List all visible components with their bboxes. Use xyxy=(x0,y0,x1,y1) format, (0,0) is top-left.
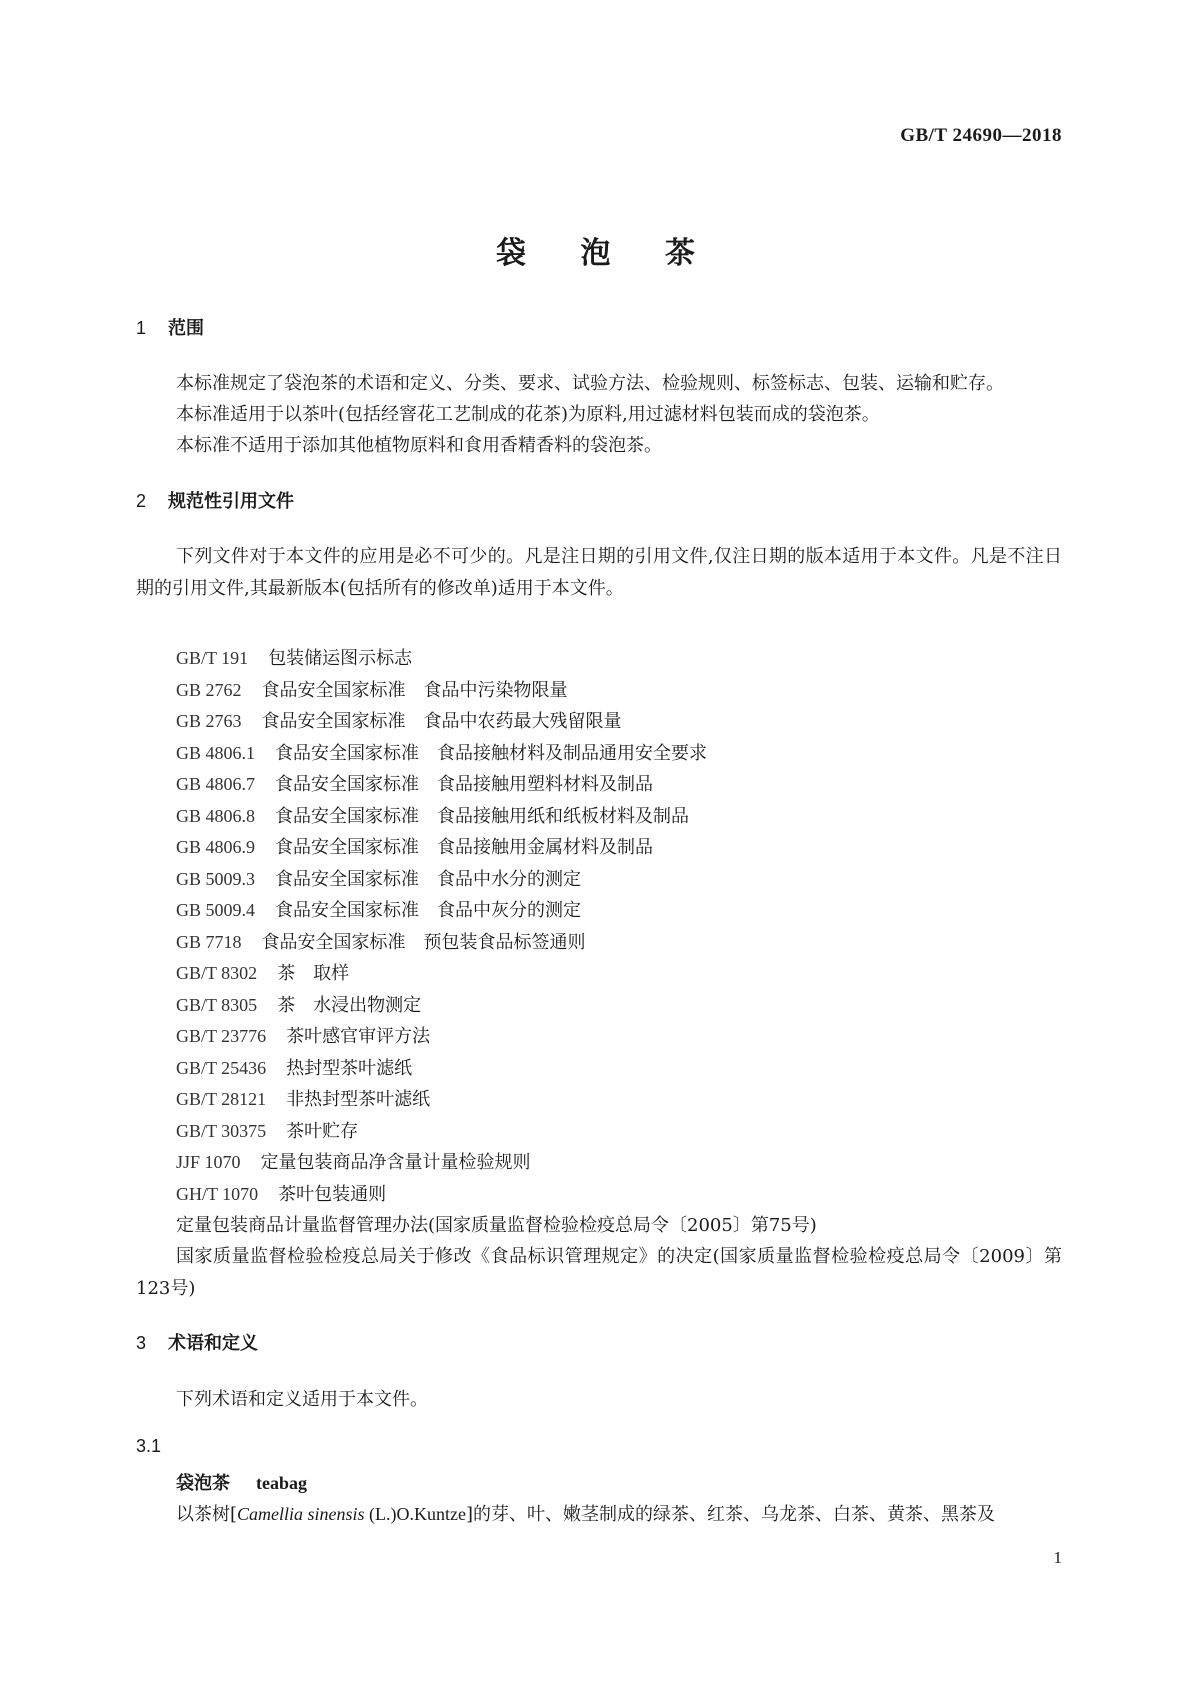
reference-title: 食品安全国家标准 预包装食品标签通则 xyxy=(261,931,586,953)
definition-suffix: ]的芽、叶、嫩茎制成的绿茶、红茶、乌龙茶、白茶、黄茶、黑茶及 xyxy=(466,1504,996,1525)
reference-code: GB 4806.8 xyxy=(176,805,256,826)
reference-item xyxy=(176,1053,707,1085)
reference-item xyxy=(176,769,707,801)
term-entry xyxy=(176,1469,307,1495)
reference-code: GB 2762 xyxy=(176,679,242,700)
section-1-heading xyxy=(136,314,204,340)
title-char-3: 茶 xyxy=(664,236,695,271)
reference-item xyxy=(176,990,707,1022)
title-char-1: 袋 xyxy=(496,236,527,271)
document-title xyxy=(0,228,1191,272)
reference-title: 热封型茶叶滤纸 xyxy=(286,1057,413,1079)
definition-prefix: 以茶树[ xyxy=(176,1504,238,1525)
definition-author: (L.)O.Kuntze xyxy=(364,1504,467,1524)
title-char-2: 泡 xyxy=(580,236,611,271)
reference-code: GB 4806.7 xyxy=(176,774,256,794)
section-2-intro: 下列文件对于本文件的应用是必不可少的。凡是注日期的引用文件,仅注日期的版本适用于本文件。凡是不注日期的引用文件,其最新版本(包括所有的修改单)适用于本文件。 xyxy=(136,546,1062,599)
reference-item xyxy=(176,801,707,833)
reference-item xyxy=(176,832,707,864)
reference-title: 食品安全国家标准 食品中农药最大残留限量 xyxy=(261,711,622,732)
reference-item xyxy=(176,895,707,927)
reference-title: 食品安全国家标准 食品中水分的测定 xyxy=(275,868,582,890)
reference-title: 茶叶贮存 xyxy=(286,1120,359,1142)
reference-title: 茶 水浸出物测定 xyxy=(277,994,422,1016)
page-number: 1 xyxy=(1053,1548,1062,1567)
section-2-number: 2 xyxy=(136,491,147,511)
reference-code: GB 4806.9 xyxy=(176,837,256,857)
reference-title: 茶叶感官审评方法 xyxy=(286,1026,431,1047)
section-3-intro: 下列术语和定义适用于本文件。 xyxy=(176,1389,428,1410)
section-1-para-2: 本标准适用于以茶叶(包括经窨花工艺制成的花茶)为原料,用过滤材料包装而成的袋泡茶。 xyxy=(176,404,880,425)
section-3-number: 3 xyxy=(136,1333,147,1353)
standard-code: GB/T 24690—2018 xyxy=(900,125,1062,146)
reference-code: GB/T 191 xyxy=(176,648,249,668)
section-1-para-3: 本标准不适用于添加其他植物原料和食用香精香料的袋泡茶。 xyxy=(176,435,662,456)
reference-code: GH/T 1070 xyxy=(176,1183,259,1204)
reference-code: GB 4806.1 xyxy=(176,742,256,763)
reference-code: GB/T 30375 xyxy=(176,1120,267,1141)
reference-item xyxy=(176,927,707,959)
reference-code: GB/T 25436 xyxy=(176,1057,267,1078)
section-3-heading xyxy=(136,1329,258,1355)
reference-title: 茶叶包装通则 xyxy=(278,1183,387,1205)
reference-item xyxy=(176,643,707,675)
reference-item xyxy=(176,864,707,896)
reference-item xyxy=(176,738,707,770)
reference-title: 定量包装商品净含量计量检验规则 xyxy=(260,1152,531,1173)
reference-item xyxy=(176,1084,707,1116)
normative-reference-list xyxy=(176,643,707,1210)
reference-code: GB 5009.3 xyxy=(176,868,256,889)
reference-code: GB 7718 xyxy=(176,931,242,952)
reference-code: GB/T 8302 xyxy=(176,963,258,983)
reference-title: 食品安全国家标准 食品接触用金属材料及制品 xyxy=(275,837,654,858)
regulation-reference-1: 定量包装商品计量监督管理办法(国家质量监督检验检疫总局令〔2005〕第75号) xyxy=(176,1215,817,1236)
reference-code: GB/T 8305 xyxy=(176,994,258,1015)
reference-code: GB/T 23776 xyxy=(176,1026,267,1046)
reference-item xyxy=(176,958,707,990)
reference-code: GB 5009.4 xyxy=(176,900,256,920)
reference-item xyxy=(176,675,707,707)
reference-title: 食品安全国家标准 食品接触用塑料材料及制品 xyxy=(275,774,654,795)
regulation-reference-2: 国家质量监督检验检疫总局关于修改《食品标识管理规定》的决定(国家质量监督检验检疫总局令〔2009〕第123号) xyxy=(136,1246,1062,1299)
reference-code: GB/T 28121 xyxy=(176,1089,267,1109)
reference-title: 包装储运图示标志 xyxy=(268,648,413,669)
definition-latin-name: Camellia sinensis xyxy=(237,1504,365,1524)
reference-item xyxy=(176,1116,707,1148)
reference-item xyxy=(176,706,707,738)
reference-title: 茶 取样 xyxy=(277,963,350,984)
section-1-title: 范围 xyxy=(168,318,204,339)
term-definition xyxy=(176,1499,995,1531)
reference-title: 非热封型茶叶滤纸 xyxy=(286,1089,431,1110)
term-english: teabag xyxy=(256,1473,307,1493)
reference-code: GB 2763 xyxy=(176,711,242,731)
reference-item xyxy=(176,1021,707,1053)
section-1-number: 1 xyxy=(136,318,147,338)
section-1-para-1: 本标准规定了袋泡茶的术语和定义、分类、要求、试验方法、检验规则、标签标志、包装、运输和贮存。 xyxy=(176,373,1004,394)
term-chinese: 袋泡茶 xyxy=(176,1473,230,1494)
section-3-title: 术语和定义 xyxy=(168,1333,258,1354)
reference-title: 食品安全国家标准 食品中灰分的测定 xyxy=(275,900,582,921)
reference-item xyxy=(176,1147,707,1179)
section-2-title: 规范性引用文件 xyxy=(168,491,294,512)
reference-code: JJF 1070 xyxy=(176,1152,241,1172)
reference-title: 食品安全国家标准 食品中污染物限量 xyxy=(261,679,568,701)
reference-title: 食品安全国家标准 食品接触材料及制品通用安全要求 xyxy=(275,742,708,764)
reference-item xyxy=(176,1179,707,1211)
reference-title: 食品安全国家标准 食品接触用纸和纸板材料及制品 xyxy=(275,805,690,827)
clause-number: 3.1 xyxy=(136,1436,162,1456)
section-2-heading xyxy=(136,487,294,513)
